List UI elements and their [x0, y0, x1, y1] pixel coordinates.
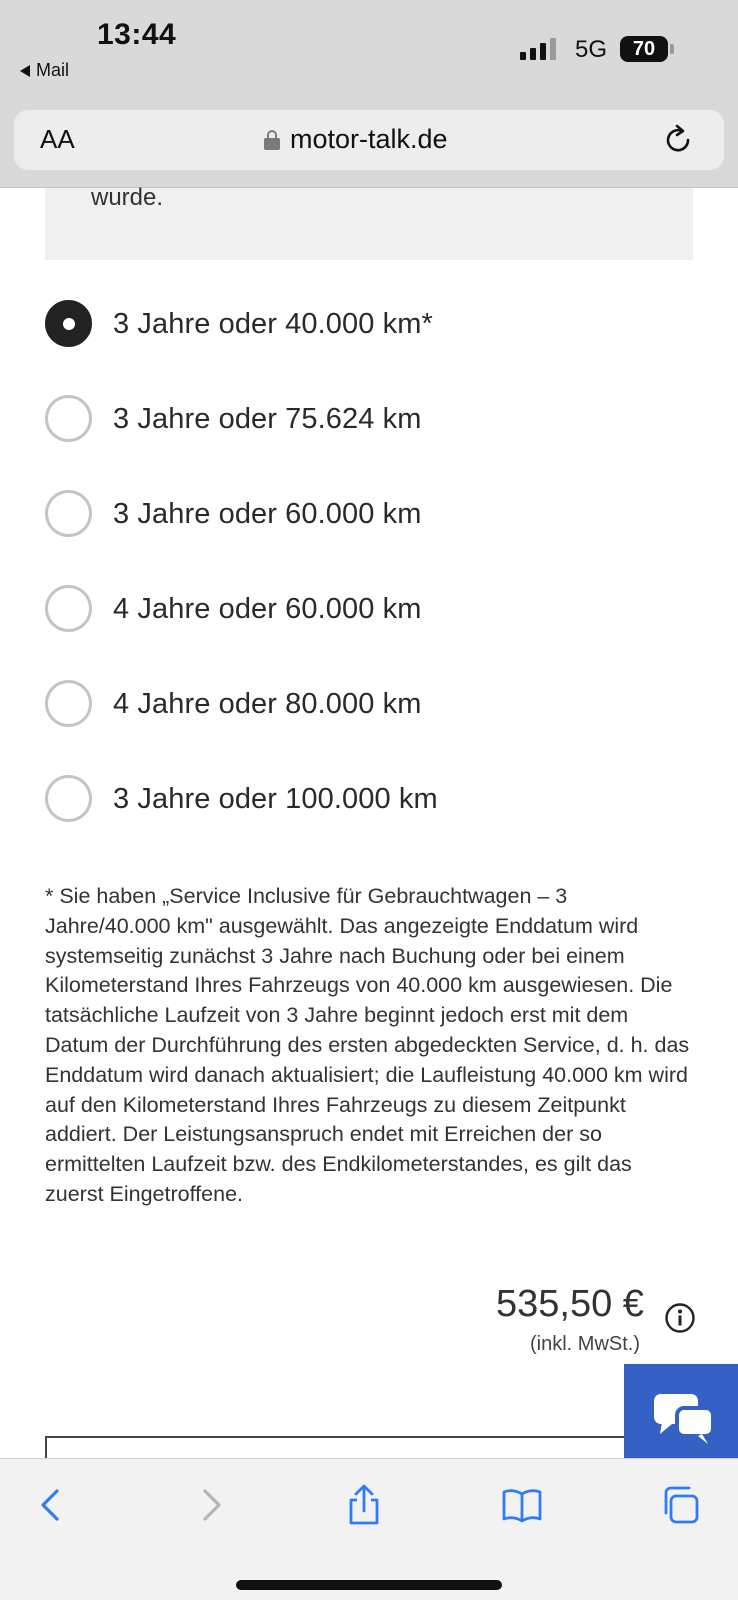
option-label: 3 Jahre oder 40.000 km* — [113, 308, 433, 340]
back-app-label: Mail — [36, 60, 70, 80]
battery-cap — [670, 44, 674, 54]
price-value: 535,50 € — [496, 1283, 644, 1325]
browser-toolbar — [0, 1458, 738, 1600]
option-label: 4 Jahre oder 80.000 km — [113, 688, 422, 720]
option-4-jahre-80000-km[interactable] — [45, 680, 695, 775]
browser-address-area — [0, 100, 738, 188]
cellular-signal-icon — [520, 38, 556, 60]
option-label: 4 Jahre oder 60.000 km — [113, 593, 422, 625]
radio-button[interactable] — [45, 300, 92, 347]
radio-button[interactable] — [45, 395, 92, 442]
radio-button[interactable] — [45, 775, 92, 822]
chat-bubbles-icon — [624, 1364, 738, 1460]
info-box-text: wurde. — [91, 184, 164, 211]
footnote-text: * Sie haben „Service Inclusive für Gebrauchtwagen – 3 Jahre/40.000 km" ausgewählt. Das angezeigte Enddatum wird systemseitig zunächst 3 Jahre nach Buchung oder bei einem Kilometerstand Ihres Fahrzeugs von 40.000 km ausgewiesen. Die tatsächliche Laufzeit von 3 Jahre beginnt jedoch erst mit dem Datum der Durchführung des ersten abgedeckten Service, d. h. das Enddatum wird danach aktualisiert; die Laufleistung 40.000 km wird auf den Kilometerstand Ihres Fahrzeugs zu diesem Zeitpunkt addiert. Der Leistungsanspruch endet mit Erreichen der so ermittelten Laufzeit bzw. des Endkilometerstandes, es gilt das zuerst Eingetroffene. — [45, 884, 690, 1206]
status-time: 13:44 — [97, 18, 177, 51]
tabs-icon[interactable] — [658, 1483, 702, 1527]
lock-icon — [264, 130, 280, 150]
option-3-jahre-75624-km[interactable] — [45, 395, 695, 490]
back-to-mail-link[interactable] — [20, 60, 69, 81]
back-icon[interactable] — [30, 1483, 74, 1527]
info-icon[interactable] — [664, 1302, 696, 1334]
vat-note: (inkl. MwSt.) — [530, 1333, 640, 1355]
url-text: motor-talk.de — [290, 124, 448, 154]
package-options — [45, 300, 695, 870]
option-3-jahre-40000-km[interactable] — [45, 300, 695, 395]
text-size-label: AA — [40, 124, 75, 154]
option-4-jahre-60000-km[interactable] — [45, 585, 695, 680]
bookmarks-icon[interactable] — [500, 1483, 544, 1527]
info-box — [45, 184, 693, 260]
back-triangle-icon — [20, 65, 30, 77]
option-label: 3 Jahre oder 100.000 km — [113, 783, 438, 815]
battery-level: 70 — [632, 37, 656, 60]
radio-button[interactable] — [45, 585, 92, 632]
url-field[interactable] — [264, 124, 448, 155]
radio-button[interactable] — [45, 490, 92, 537]
chat-button[interactable] — [624, 1364, 738, 1460]
text-size-button[interactable] — [40, 124, 75, 155]
option-label: 3 Jahre oder 60.000 km — [113, 498, 422, 530]
status-bar — [0, 0, 738, 100]
network-type: 5G — [575, 36, 608, 63]
home-indicator — [236, 1580, 502, 1590]
option-3-jahre-60000-km[interactable] — [45, 490, 695, 585]
address-bar[interactable] — [14, 110, 724, 170]
reload-icon[interactable] — [660, 122, 696, 158]
option-label: 3 Jahre oder 75.624 km — [113, 403, 422, 435]
radio-button[interactable] — [45, 680, 92, 727]
option-3-jahre-100000-km[interactable] — [45, 775, 695, 870]
battery-icon — [620, 36, 668, 62]
forward-icon — [188, 1483, 232, 1527]
share-icon[interactable] — [342, 1483, 386, 1527]
